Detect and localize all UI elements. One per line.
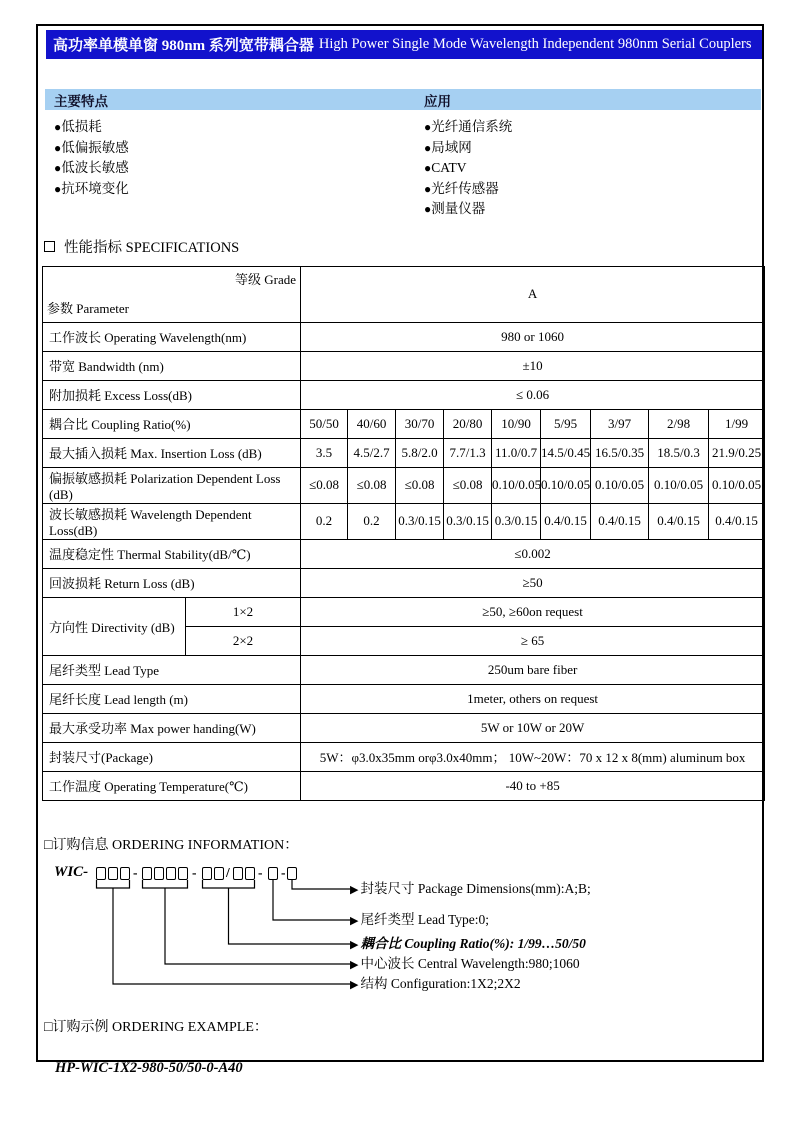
code-box <box>214 867 224 880</box>
param-value: ≤0.08 <box>348 467 396 503</box>
label-central-wavelength: ▶ 中心波长 Central Wavelength:980;1060 <box>350 955 580 971</box>
code-dash: - <box>258 864 263 880</box>
list-item <box>54 179 424 200</box>
specifications-heading <box>44 236 762 257</box>
table-row <box>43 539 765 568</box>
param-value: 3/97 <box>591 409 649 438</box>
code-prefix: WIC- <box>54 863 89 880</box>
table-row <box>43 438 765 467</box>
param-value: 5.8/2.0 <box>396 438 444 467</box>
table-row <box>43 380 765 409</box>
specifications-table <box>42 266 765 801</box>
param-value: 50/50 <box>301 409 348 438</box>
list-item <box>424 138 762 159</box>
ordering-code-diagram <box>54 864 754 996</box>
param-label: 温度稳定性 Thermal Stability(dB/℃) <box>43 539 301 568</box>
table-row <box>43 742 765 771</box>
param-value: 14.5/0.45 <box>541 438 591 467</box>
code-box <box>166 867 176 880</box>
bullet-icon: ● <box>424 120 432 134</box>
configuration-boxes <box>96 867 130 880</box>
param-value: 7.7/1.3 <box>444 438 492 467</box>
param-value: 2/98 <box>649 409 709 438</box>
param-value: 980 or 1060 <box>301 322 765 351</box>
param-value: ≤0.08 <box>396 467 444 503</box>
param-value: 4.5/2.7 <box>348 438 396 467</box>
param-value: 21.9/0.25 <box>709 438 765 467</box>
code-box <box>202 867 212 880</box>
application-label: CATV <box>431 160 467 175</box>
param-value: ±10 <box>301 351 765 380</box>
table-row <box>43 351 765 380</box>
param-value: ≥50, ≥60on request <box>301 597 765 626</box>
title-english: High Power Single Mode Wavelength Independent 980nm Serial Couplers <box>318 36 752 52</box>
param-value: ≥50 <box>301 568 765 597</box>
param-value: 0.10/0.05 <box>591 467 649 503</box>
param-label: 偏振敏感损耗 Polarization Dependent Loss (dB) <box>43 467 301 503</box>
param-value: 0.4/0.15 <box>591 503 649 539</box>
param-value: 1meter, others on request <box>301 684 765 713</box>
label-configuration: ▶ 结构 Configuration:1X2;2X2 <box>350 975 521 991</box>
param-value: 0.3/0.15 <box>396 503 444 539</box>
param-label: 波长敏感损耗 Wavelength Dependent Loss(dB) <box>43 503 301 539</box>
list-item <box>424 158 762 179</box>
param-label: 工作波长 Operating Wavelength(nm) <box>43 322 301 351</box>
label-coupling-ratio: ▶ 耦合比 Coupling Ratio(%): 1/99…50/50 <box>350 935 586 951</box>
bullet-icon: ● <box>424 202 432 216</box>
param-value: 20/80 <box>444 409 492 438</box>
ordering-information-heading: □订购信息 ORDERING INFORMATION： <box>44 837 299 853</box>
param-value: 11.0/0.7 <box>492 438 541 467</box>
param-value: 3.5 <box>301 438 348 467</box>
bullet-icon: ● <box>54 140 62 155</box>
application-label: 测量仪器 <box>431 201 486 216</box>
table-row <box>43 655 765 684</box>
directivity-sub-label: 2×2 <box>186 626 301 655</box>
package-box <box>287 867 297 880</box>
param-value: 40/60 <box>348 409 396 438</box>
arrow-right-icon: ▶ <box>350 938 359 951</box>
features-header-bar <box>45 89 761 110</box>
ordering-example-heading: □订购示例 ORDERING EXAMPLE： <box>44 1019 268 1035</box>
lead-type-box <box>268 867 278 880</box>
table-header-row <box>43 266 765 322</box>
code-box <box>108 867 118 880</box>
param-value: 5W or 10W or 20W <box>301 713 765 742</box>
param-label: 最大插入损耗 Max. Insertion Loss (dB) <box>43 438 301 467</box>
param-value: 0.4/0.15 <box>541 503 591 539</box>
param-label: 方向性 Directivity (dB) <box>43 597 186 655</box>
parameter-header: 参数 Parameter <box>47 301 129 316</box>
param-value: ≤ 0.06 <box>301 380 765 409</box>
code-box <box>178 867 188 880</box>
list-item <box>54 117 424 138</box>
arrow-right-icon: ▶ <box>350 883 359 896</box>
application-label: 局域网 <box>431 139 472 155</box>
param-value: ≥ 65 <box>301 626 765 655</box>
specifications-heading-label: 性能指标 SPECIFICATIONS <box>64 239 240 256</box>
param-value: 0.3/0.15 <box>444 503 492 539</box>
param-value: ≤0.002 <box>301 539 765 568</box>
features-list <box>38 117 424 220</box>
table-row <box>43 597 765 626</box>
code-box <box>233 867 243 880</box>
bullet-icon: ● <box>54 161 62 175</box>
param-value: 0.3/0.15 <box>492 503 541 539</box>
arrow-right-icon: ▶ <box>350 958 359 971</box>
param-label: 工作温度 Operating Temperature(℃) <box>43 771 301 800</box>
list-item <box>424 199 762 220</box>
application-label: 光纤通信系统 <box>431 119 513 134</box>
directivity-sub-label: 1×2 <box>186 597 301 626</box>
param-value: 0.2 <box>348 503 396 539</box>
bullet-icon: ● <box>424 161 432 175</box>
param-value: ≤0.08 <box>444 467 492 503</box>
param-value: 0.4/0.15 <box>709 503 765 539</box>
param-value: 0.10/0.05 <box>492 467 541 503</box>
datasheet-page <box>36 24 764 1076</box>
code-slash: / <box>226 864 230 880</box>
feature-label: 低损耗 <box>61 119 102 134</box>
table-row <box>43 713 765 742</box>
param-value: 0.2 <box>301 503 348 539</box>
bullet-icon: ● <box>54 120 62 134</box>
param-value: 1/99 <box>709 409 765 438</box>
table-row <box>43 322 765 351</box>
application-label: 光纤传感器 <box>431 180 499 196</box>
ratio-boxes-left <box>202 867 224 880</box>
code-dash: - <box>133 864 138 880</box>
list-item <box>54 138 424 159</box>
param-label: 尾纤类型 Lead Type <box>43 655 301 684</box>
param-value: 10/90 <box>492 409 541 438</box>
grade-header: 等级 Grade <box>235 272 297 287</box>
param-label: 回波损耗 Return Loss (dB) <box>43 568 301 597</box>
table-row <box>43 409 765 438</box>
list-item <box>424 179 762 200</box>
code-dash: - <box>281 864 286 880</box>
table-row <box>43 684 765 713</box>
param-value: 16.5/0.35 <box>591 438 649 467</box>
label-package-dimensions: ▶ 封装尺寸 Package Dimensions(mm):A;B; <box>350 880 591 896</box>
code-box <box>245 867 255 880</box>
code-dash: - <box>192 864 197 880</box>
param-value: 5/95 <box>541 409 591 438</box>
ratio-boxes-right <box>233 867 255 880</box>
param-label: 尾纤长度 Lead length (m) <box>43 684 301 713</box>
arrow-right-icon: ▶ <box>350 978 359 991</box>
param-label: 附加损耗 Excess Loss(dB) <box>43 380 301 409</box>
bullet-icon: ● <box>424 140 432 155</box>
param-value: 0.4/0.15 <box>649 503 709 539</box>
param-value: ≤0.08 <box>301 467 348 503</box>
param-value: 30/70 <box>396 409 444 438</box>
code-box <box>96 867 106 880</box>
applications-list <box>424 117 762 220</box>
feature-label: 低偏振敏感 <box>61 139 129 155</box>
code-box <box>154 867 164 880</box>
grade-parameter-cell <box>43 266 301 322</box>
param-value: 0.10/0.05 <box>541 467 591 503</box>
feature-label: 低波长敏感 <box>61 160 129 175</box>
bullet-icon: ● <box>424 181 432 196</box>
ordering-example-code: HP-WIC-1X2-980-50/50-0-A40 <box>55 1059 243 1076</box>
code-box <box>142 867 152 880</box>
table-row <box>43 568 765 597</box>
param-value: 18.5/0.3 <box>649 438 709 467</box>
code-box <box>287 867 297 880</box>
param-value: 5W：φ3.0x35mm orφ3.0x40mm； 10W~20W：70 x 12 x 8(mm) aluminum box <box>301 742 765 771</box>
table-row <box>43 467 765 503</box>
code-box <box>268 867 278 880</box>
param-value: 250um bare fiber <box>301 655 765 684</box>
features-header: 主要特点 <box>54 93 108 109</box>
arrow-right-icon: ▶ <box>350 914 359 927</box>
checkbox-icon <box>44 241 55 252</box>
param-value: -40 to +85 <box>301 771 765 800</box>
title-chinese: 高功率单模单窗 980nm 系列宽带耦合器 <box>53 38 314 54</box>
features-section <box>38 117 762 220</box>
wavelength-boxes <box>142 867 188 880</box>
title-banner <box>46 30 762 59</box>
param-value: 0.10/0.05 <box>709 467 765 503</box>
table-row <box>43 771 765 800</box>
param-label: 最大承受功率 Max power handing(W) <box>43 713 301 742</box>
applications-header: 应用 <box>424 93 451 109</box>
param-label: 带宽 Bandwidth (nm) <box>43 351 301 380</box>
bullet-icon: ● <box>54 181 62 196</box>
grade-value: A <box>301 266 765 322</box>
code-box <box>120 867 130 880</box>
param-label: 耦合比 Coupling Ratio(%) <box>43 409 301 438</box>
param-value: 0.10/0.05 <box>649 467 709 503</box>
feature-label: 抗环境变化 <box>61 180 129 196</box>
table-row <box>43 503 765 539</box>
label-lead-type: ▶ 尾纤类型 Lead Type:0; <box>350 911 490 927</box>
list-item <box>54 158 424 179</box>
param-label: 封装尺寸(Package) <box>43 742 301 771</box>
list-item <box>424 117 762 138</box>
